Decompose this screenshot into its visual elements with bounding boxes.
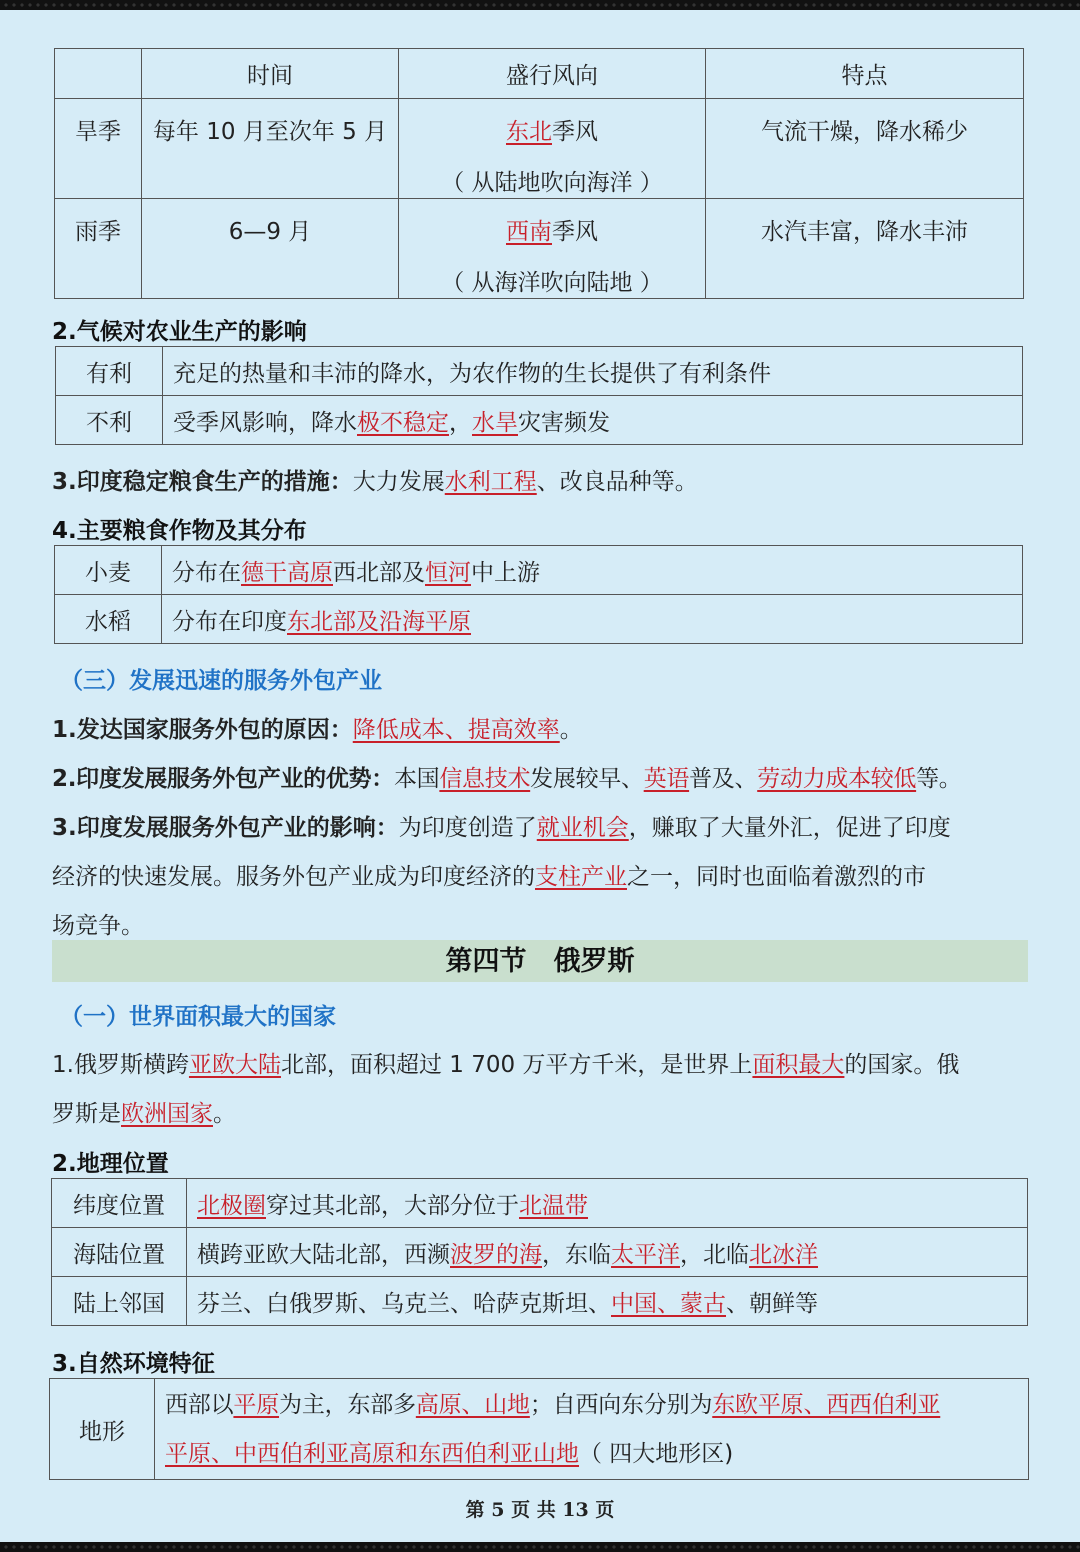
text-span: 穿过其北部，大部分位于 — [266, 1192, 519, 1219]
table-header-cell: 时间 — [142, 49, 399, 99]
paragraph-russia-line1 — [52, 1046, 959, 1079]
paragraph-russia-line2 — [52, 1095, 236, 1128]
bold-lead: 1.发达国家服务外包的原因： — [52, 717, 353, 743]
text-span: ，赚取了大量外汇，促进了印度 — [628, 815, 951, 841]
monsoon-table — [54, 48, 1024, 299]
text-span: 芬兰、白俄罗斯、乌克兰、哈萨克斯坦、 — [197, 1290, 611, 1317]
bold-lead: 2.印度发展服务外包产业的优势： — [52, 766, 394, 792]
text-span: 为主，东部多 — [279, 1392, 416, 1418]
table-row — [55, 546, 1023, 595]
paragraph-outsourcing-impact-line1 — [52, 809, 951, 842]
text-span: 中上游 — [471, 559, 540, 586]
answer-text: 东欧平原、西西伯利亚 — [712, 1392, 941, 1418]
table-row — [52, 1277, 1028, 1326]
text-span: ， — [449, 409, 472, 436]
subheading-largest-country: （一）世界面积最大的国家 — [60, 1004, 336, 1030]
wind-cell — [399, 199, 706, 299]
text-span: 普及、 — [689, 766, 758, 792]
answer-text: 劳动力成本较低 — [757, 766, 917, 792]
row-label: 陆上邻国 — [52, 1277, 187, 1326]
text-span: 大力发展 — [352, 469, 445, 495]
text-span: 西北部及 — [333, 559, 425, 586]
time-cell: 6—9 月 — [142, 199, 399, 299]
bold-lead: 3.印度稳定粮食生产的措施： — [52, 469, 353, 495]
heading-geo-location: 2.地理位置 — [52, 1151, 169, 1177]
text-span: （ 四大地形区) — [579, 1441, 734, 1467]
text-span: 灾害频发 — [518, 409, 610, 436]
text-span: 之一，同时也面临着激烈的市 — [627, 864, 926, 890]
row-text — [162, 595, 1023, 644]
season-cell: 旱季 — [55, 99, 142, 199]
table-header-cell — [55, 49, 142, 99]
answer-text: 支柱产业 — [535, 864, 627, 890]
bottom-border — [0, 1542, 1080, 1552]
table-row — [52, 1228, 1028, 1277]
paragraph-outsourcing-impact-line2 — [52, 858, 926, 891]
text-span: 北部，面积超过 1 700 万平方千米，是世界上 — [280, 1052, 753, 1078]
text-span: 、朝鲜等 — [726, 1290, 818, 1317]
row-text — [187, 1228, 1028, 1277]
wind-note: （ 从海洋吹向陆地 ） — [441, 270, 663, 296]
text-span: 的国家。俄 — [844, 1052, 960, 1078]
text-span: 。 — [213, 1101, 236, 1127]
answer-text: 北极圈 — [197, 1192, 266, 1219]
wind-cell — [399, 99, 706, 199]
text-span: 罗斯是 — [52, 1101, 121, 1127]
text-span: 分布在 — [172, 559, 241, 586]
answer-text: 就业机会 — [536, 815, 629, 841]
natural-environment-table — [49, 1378, 1029, 1480]
answer-text: 面积最大 — [752, 1052, 845, 1078]
heading-natural-environment: 3.自然环境特征 — [52, 1351, 215, 1377]
answer-text: 信息技术 — [439, 766, 531, 792]
wind-text: 季风 — [552, 219, 598, 245]
row-label: 不利 — [56, 396, 163, 445]
answer-text: 高原、山地 — [415, 1392, 530, 1418]
answer-text: 水旱 — [472, 409, 518, 436]
text-span: 受季风影响，降水 — [173, 409, 357, 436]
answer-text: 西南 — [506, 219, 552, 245]
text-span: 本国 — [393, 766, 440, 792]
text-span: ，东临 — [542, 1241, 611, 1268]
row-label: 纬度位置 — [52, 1179, 187, 1228]
answer-text: 北温带 — [519, 1192, 588, 1219]
text-span: ，北临 — [680, 1241, 749, 1268]
row-text: 充足的热量和丰沛的降水，为农作物的生长提供了有利条件 — [163, 347, 1023, 396]
answer-text: 太平洋 — [611, 1241, 680, 1268]
table-row — [55, 199, 1024, 299]
table-row — [55, 99, 1024, 199]
feature-cell: 气流干燥，降水稀少 — [706, 99, 1024, 199]
climate-agriculture-table — [55, 346, 1023, 445]
paragraph-outsourcing-reason — [52, 711, 583, 744]
heading-grain-crops: 4.主要粮食作物及其分布 — [52, 518, 307, 544]
text-span: 等。 — [916, 766, 962, 792]
page-footer: 第 5 页 共 13 页 — [465, 1499, 615, 1521]
answer-text: 东北 — [506, 119, 552, 145]
table-header-cell: 特点 — [706, 49, 1024, 99]
subheading-outsourcing: （三）发展迅速的服务外包产业 — [60, 668, 382, 694]
season-cell: 雨季 — [55, 199, 142, 299]
row-text — [187, 1277, 1028, 1326]
row-text — [155, 1379, 1029, 1480]
table-row — [52, 1179, 1028, 1228]
top-border — [0, 0, 1080, 10]
answer-text: 水利工程 — [444, 469, 537, 495]
wind-note: （ 从陆地吹向海洋 ） — [441, 170, 663, 196]
text-span: ；自西向东分别为 — [529, 1392, 713, 1418]
answer-text: 欧洲国家 — [121, 1101, 213, 1127]
table-row — [50, 1379, 1029, 1480]
row-label: 小麦 — [55, 546, 162, 595]
text-span: 西部以 — [165, 1392, 234, 1418]
text-span: 。 — [559, 717, 583, 743]
text-span: 横跨亚欧大陆北部，西濒 — [197, 1241, 450, 1268]
table-header-cell: 盛行风向 — [399, 49, 706, 99]
section-banner: 第四节 俄罗斯 — [52, 940, 1028, 982]
answer-text: 英语 — [643, 766, 690, 792]
answer-text: 亚欧大陆 — [188, 1052, 281, 1078]
paragraph-grain-measures — [52, 463, 698, 496]
answer-text: 东北部及沿海平原 — [287, 608, 471, 635]
answer-text: 平原 — [233, 1392, 280, 1418]
text-span: 分布在印度 — [172, 608, 287, 635]
text-span: 为印度创造了 — [398, 815, 537, 841]
paragraph-outsourcing-advantage — [52, 760, 962, 793]
text-span: 1.俄罗斯横跨 — [52, 1052, 189, 1078]
grain-crops-table — [54, 545, 1023, 644]
answer-text: 中国、蒙古 — [611, 1290, 726, 1317]
wind-text: 季风 — [552, 119, 598, 145]
time-cell: 每年 10 月至次年 5 月 — [142, 99, 399, 199]
feature-cell: 水汽丰富，降水丰沛 — [706, 199, 1024, 299]
table-row — [56, 396, 1023, 445]
text-span: 经济的快速发展。服务外包产业成为印度经济的 — [52, 864, 535, 890]
paragraph-outsourcing-impact-line3: 场竞争。 — [52, 913, 144, 939]
table-row — [56, 347, 1023, 396]
table-header-row — [55, 49, 1024, 99]
table-row — [55, 595, 1023, 644]
geo-location-table — [51, 1178, 1028, 1326]
row-label: 地形 — [50, 1379, 155, 1480]
text-span: 发展较早、 — [530, 766, 644, 792]
answer-text: 北冰洋 — [749, 1241, 818, 1268]
row-text — [187, 1179, 1028, 1228]
row-text — [163, 396, 1023, 445]
answer-text: 恒河 — [425, 559, 471, 586]
row-label: 有利 — [56, 347, 163, 396]
row-label: 水稻 — [55, 595, 162, 644]
text-span: 、改良品种等。 — [536, 469, 698, 495]
answer-text: 德干高原 — [241, 559, 333, 586]
answer-text: 降低成本、提高效率 — [352, 717, 560, 743]
answer-text: 波罗的海 — [450, 1241, 542, 1268]
heading-climate-agriculture: 2.气候对农业生产的影响 — [52, 319, 307, 345]
bold-lead: 3.印度发展服务外包产业的影响： — [52, 815, 399, 841]
row-text — [162, 546, 1023, 595]
answer-text: 极不稳定 — [357, 409, 449, 436]
row-label: 海陆位置 — [52, 1228, 187, 1277]
answer-text: 平原、中西伯利亚高原和东西伯利亚山地 — [165, 1441, 579, 1467]
